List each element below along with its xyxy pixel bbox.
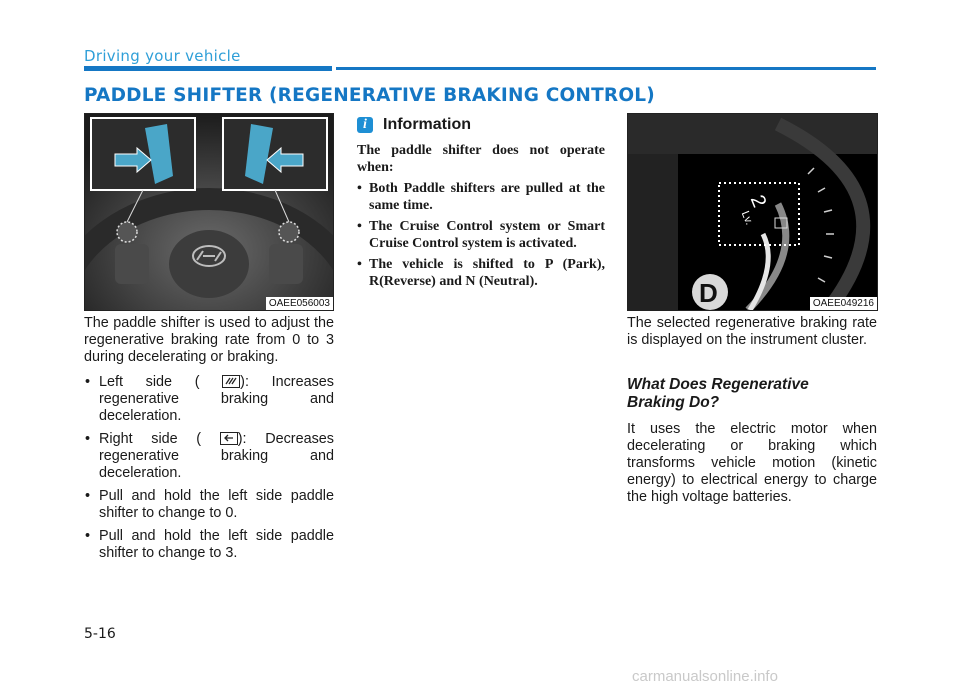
page-number: 5-16	[84, 626, 116, 642]
cluster-caption: The selected regenerative braking rate is displayed on the instrument cluster.	[627, 315, 877, 348]
info-bullet-list	[357, 180, 605, 290]
instrument-cluster-image	[627, 113, 878, 311]
information-box	[357, 116, 605, 294]
steering-wheel-image	[84, 113, 334, 311]
regen-increase-icon	[222, 375, 240, 388]
list-item: • The Cruise Control system or Smart Cruise Control system is activated.	[357, 218, 605, 252]
list-item: • Right side ( ): Decreases regenerative braking and deceleration.	[84, 431, 334, 482]
cluster-level-prefix: Lv.	[738, 209, 756, 227]
column-1-text	[84, 315, 334, 568]
steering-wheel-illustration	[85, 114, 333, 310]
list-item: • Left side ( ): Increases regenerative braking and deceleration.	[84, 374, 334, 425]
list-item: • Both Paddle shifters are pulled at the same time.	[357, 180, 605, 214]
cluster-illustration	[628, 114, 877, 310]
page-title: PADDLE SHIFTER (REGENERATIVE BRAKING CONTROL)	[84, 85, 655, 106]
info-lead: The paddle shifter does not operate when:	[357, 143, 605, 175]
photo-code: OAEE056003	[266, 297, 333, 310]
regen-decrease-icon	[220, 432, 238, 445]
info-icon: i	[357, 117, 373, 133]
intro-paragraph: The paddle shifter is used to adjust the regenerative braking rate from 0 to 3 during decelerating or braking.	[84, 315, 334, 365]
watermark: carmanualsonline.info	[632, 668, 778, 685]
cluster-gear-indicator: D	[699, 278, 718, 308]
regen-explanation: It uses the electric motor when decelerating or braking which transforms vehicle motion (kinetic energy) to electrical energy to charge the high voltage batteries.	[627, 421, 877, 505]
photo-code: OAEE049216	[810, 297, 877, 310]
info-title: Information	[383, 116, 471, 133]
list-item: • Pull and hold the left side paddle shifter to change to 3.	[84, 528, 334, 562]
cluster-level-value: 2	[745, 192, 771, 211]
column-3-text	[627, 315, 877, 514]
header-rule-thin	[336, 67, 876, 70]
paddle-bullet-list	[84, 374, 334, 562]
list-item: • Pull and hold the left side paddle shifter to change to 0.	[84, 488, 334, 522]
list-item: • The vehicle is shifted to P (Park), R(Reverse) and N (Neutral).	[357, 256, 605, 290]
header-rule-thick	[84, 66, 332, 71]
subheading: What Does Regenerative Braking Do?	[627, 376, 809, 411]
section-label: Driving your vehicle	[84, 47, 241, 65]
